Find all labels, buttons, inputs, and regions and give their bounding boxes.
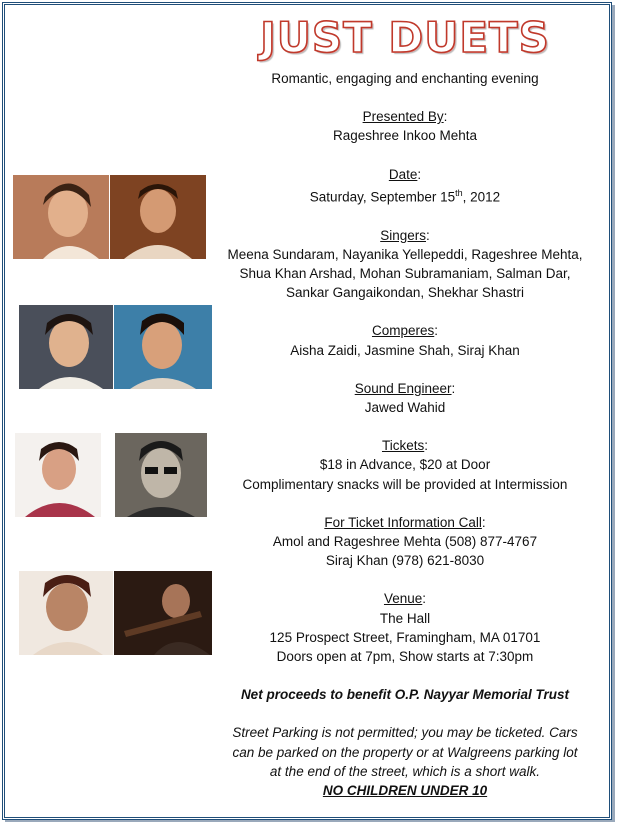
singer-photo-7	[19, 571, 113, 655]
singers-line-3: Sankar Gangaikondan, Shekhar Shastri	[286, 285, 524, 301]
singer-photo-4	[114, 305, 212, 389]
singer-photo-1	[13, 175, 109, 259]
info-heading: For Ticket Information Call:	[324, 514, 486, 530]
presenter-name: Rageshree Inkoo Mehta	[332, 128, 478, 144]
singer-photo-6	[115, 433, 207, 517]
comperes-heading: Comperes:	[371, 323, 439, 339]
singers-line-2: Shua Khan Arshad, Mohan Subramaniam, Salman Dar,	[239, 265, 571, 281]
parking-line-2: can be parked on the property or at Walgreens parking lot	[232, 744, 578, 760]
flyer-page	[2, 2, 612, 820]
snacks-note: Complimentary snacks will be provided at Intermission	[242, 476, 568, 492]
singers-heading: Singers:	[380, 227, 430, 243]
flyer-content	[205, 69, 605, 800]
presented-heading: Presented By:	[362, 109, 448, 125]
tickets-heading: Tickets:	[381, 438, 429, 454]
singer-photo-8	[114, 571, 212, 655]
singers-line-1: Meena Sundaram, Nayanika Yellepeddi, Rageshree Mehta,	[227, 246, 583, 262]
no-children-note: NO CHILDREN UNDER 10	[322, 782, 488, 798]
parking-line-1: Street Parking is not permitted; you may be ticketed. Cars	[232, 725, 578, 741]
venue-times: Doors open at 7pm, Show starts at 7:30pm	[276, 648, 534, 664]
contact-1: Amol and Rageshree Mehta (508) 877-4767	[272, 533, 538, 549]
venue-name: The Hall	[379, 610, 431, 626]
venue-heading: Venue:	[383, 591, 427, 607]
sound-engineer-name: Jawed Wahid	[364, 399, 446, 415]
tagline: Romantic, engaging and enchanting evening	[271, 71, 539, 86]
singer-photo-5	[15, 433, 101, 517]
flyer-title: JUST DUETS	[260, 13, 550, 62]
parking-line-3: at the end of the street, which is a short walk.	[269, 763, 541, 779]
singer-photo-2	[110, 175, 206, 259]
ticket-price: $18 in Advance, $20 at Door	[319, 457, 491, 473]
comperes-names: Aisha Zaidi, Jasmine Shah, Siraj Khan	[290, 342, 520, 358]
event-date: Saturday, September 15th, 2012	[309, 187, 501, 205]
contact-2: Siraj Khan (978) 621-8030	[325, 553, 485, 569]
venue-address: 125 Prospect Street, Framingham, MA 01701	[269, 629, 541, 645]
singer-photo-3	[19, 305, 113, 389]
date-heading: Date:	[388, 166, 422, 182]
sound-heading: Sound Engineer:	[354, 380, 456, 396]
proceeds-note: Net proceeds to benefit O.P. Nayyar Memorial Trust	[240, 687, 570, 703]
